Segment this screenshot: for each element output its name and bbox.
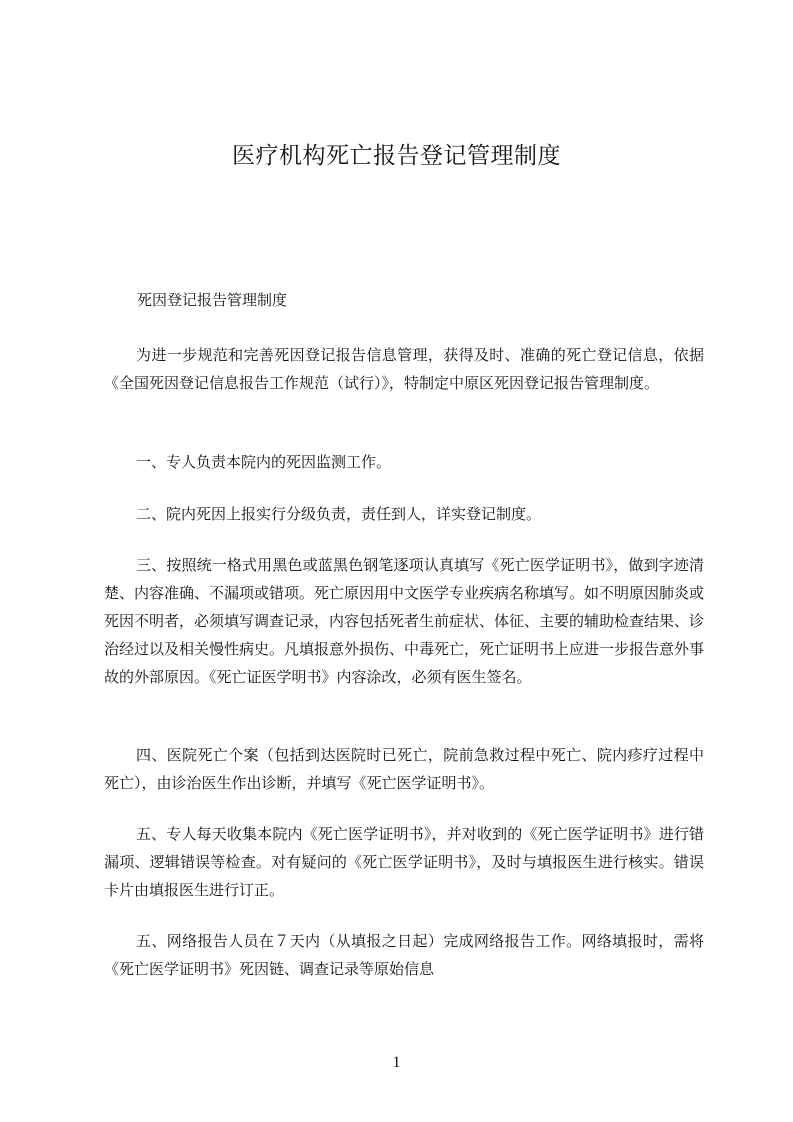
intro-paragraph: 为进一步规范和完善死因登记报告信息管理，获得及时、准确的死亡登记信息，依据《全国死因登记信息报告工作规范（试行）》，特制定中原区死因登记报告管理制度。 <box>104 346 704 392</box>
rule-item-4: 四、医院死亡个案（包括到达医院时已死亡，院前急救过程中死亡、院内疹疗过程中死亡），由诊治医生作出诊断，并填写《死亡医学证明书》。 <box>104 746 704 792</box>
section-subheading: 死因登记报告管理制度 <box>137 291 288 309</box>
rule-item-5: 五、专人每天收集本院内《死亡医学证明书》，并对收到的《死亡医学证明书》进行错漏项、逻辑错误等检查。对有疑问的《死亡医学证明书》，及时与填报医生进行核实。错误卡片由填报医生进行订正。 <box>104 825 704 899</box>
document-title: 医疗机构死亡报告登记管理制度 <box>232 143 561 169</box>
rule-item-1: 一、专人负责本院内的死因监测工作。 <box>136 453 392 471</box>
rule-item-3: 三、按照统一格式用黑色或蓝黑色钢笔逐项认真填写《死亡医学证明书》，做到字迹清楚、内容准确、不漏项或错项。死亡原因用中文医学专业疾病名称填写。如不明原因肺炎或死因不明者，必须填写调查记录，内容包括死者生前症状、体征、主要的辅助检查结果、诊治经过以及相关慢性病史。凡填报意外损伤、中毒死亡，死亡证明书上应进一步报告意外事故的外部原因。《死亡证医学明书》内容涂改，必须有医生签名。 <box>104 556 705 686</box>
rule-item-6: 五、网络报告人员在７天内（从填报之日起）完成网络报告工作。网络填报时，需将《死亡医学证明书》死因链、调查记录等原始信息 <box>104 932 704 978</box>
rule-item-2: 二、院内死因上报实行分级负责，责任到人，详实登记制度。 <box>136 505 542 523</box>
page-number: 1 <box>392 1054 401 1071</box>
